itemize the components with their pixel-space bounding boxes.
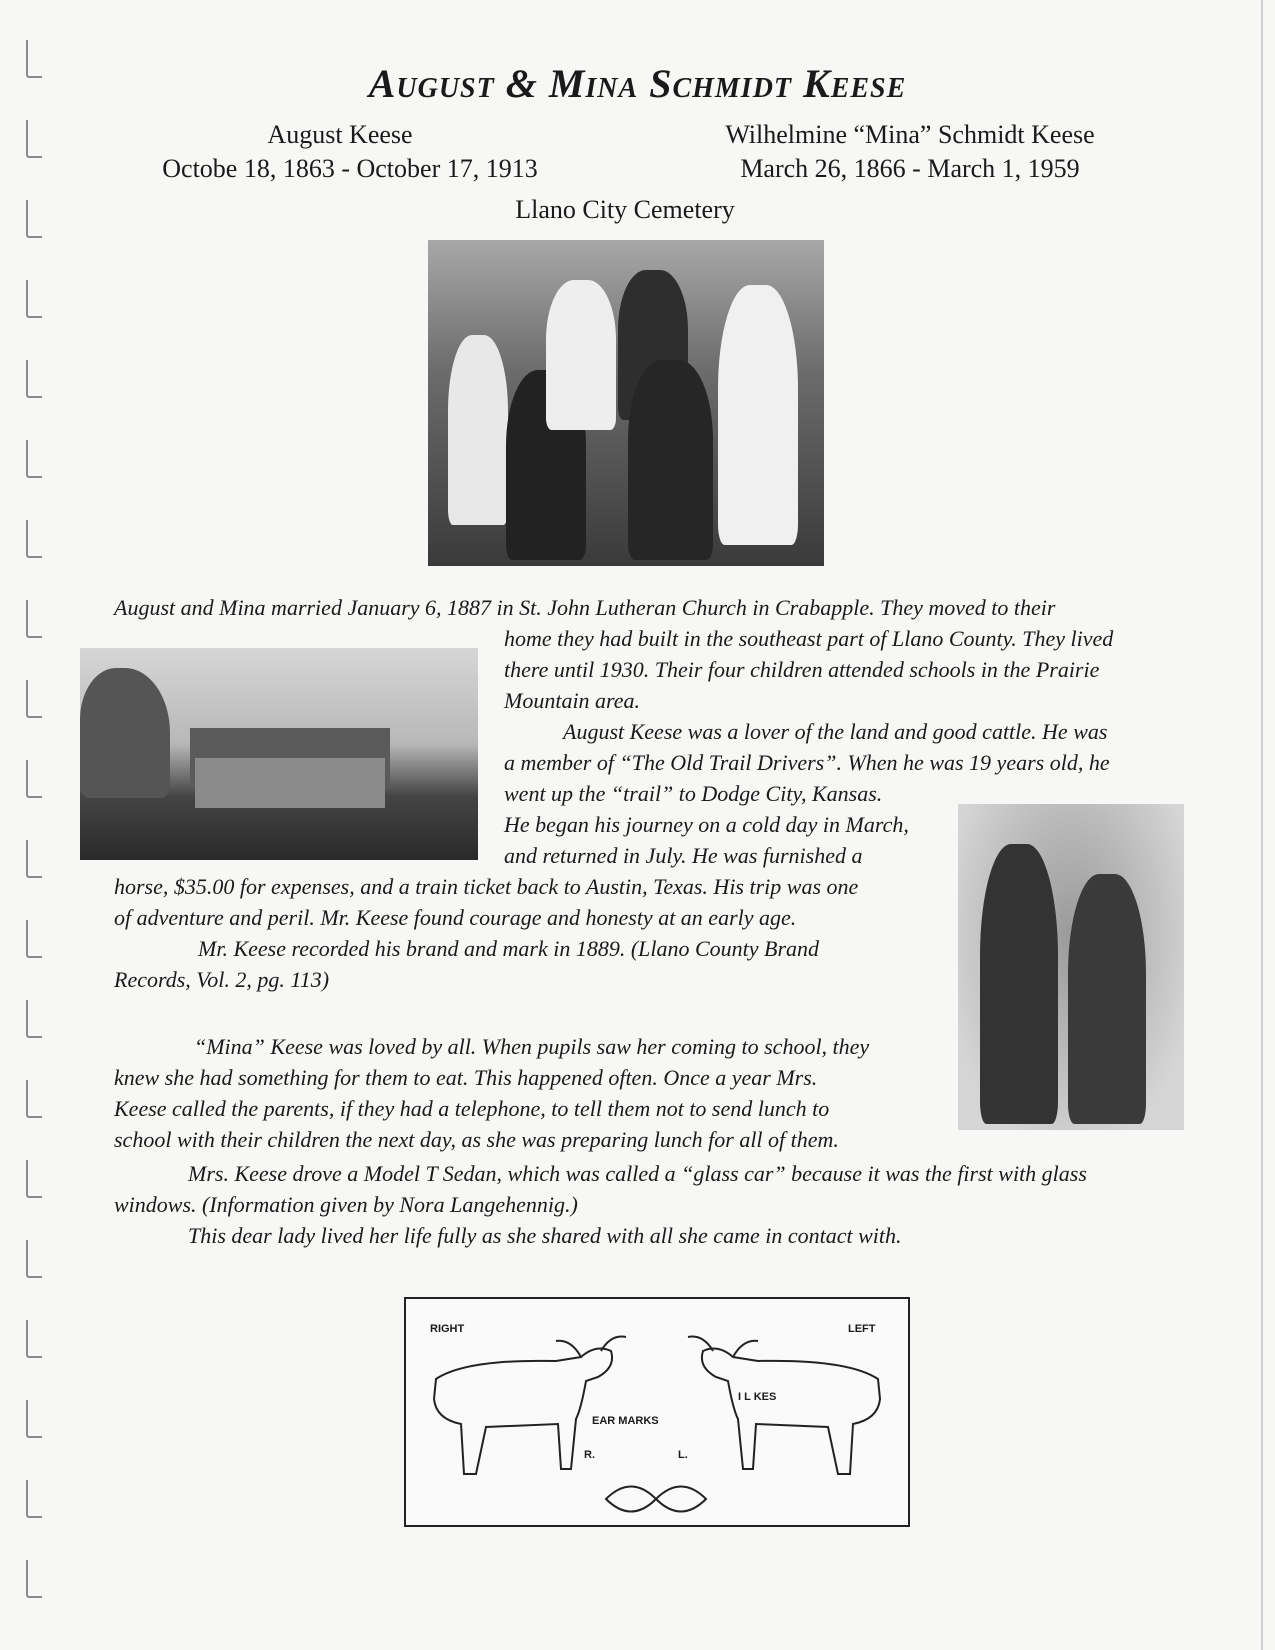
text-line: a member of “The Old Trail Drivers”. When he was 19 years old, he [504, 750, 1110, 775]
cow-left-horns [556, 1337, 626, 1357]
text-line: August Keese was a lover of the land and good cattle. He was [563, 719, 1108, 744]
brand-drawing [404, 1297, 910, 1527]
figure-august [980, 844, 1058, 1124]
page-title: August & Mina Schmidt Keese [368, 61, 907, 106]
binding-hole [26, 1240, 42, 1278]
binding-hole [26, 1480, 42, 1518]
text-line: Mrs. Keese drove a Model T Sedan, which was called a “glass car” because it was the first with glass [188, 1161, 1087, 1186]
binding-hole [26, 360, 42, 398]
cemetery-name: Llano City Cemetery [515, 195, 735, 224]
binding-hole [26, 1320, 42, 1358]
binding-hole [26, 840, 42, 878]
mina-name: Wilhelmine “Mina” Schmidt Keese [725, 120, 1095, 149]
figure-daughter [546, 280, 616, 430]
cattle-illustration [406, 1299, 908, 1525]
right-label: RIGHT [430, 1323, 465, 1335]
august-dates: Octobe 18, 1863 - October 17, 1913 [162, 154, 538, 183]
left-label: LEFT [848, 1323, 876, 1335]
ear-marks-label: EAR MARKS [592, 1415, 659, 1427]
house-wall [195, 758, 385, 808]
l-label: L. [678, 1449, 688, 1461]
august-name: August Keese [267, 120, 413, 149]
figure-girl [448, 335, 508, 525]
binding-hole [26, 760, 42, 798]
cow-right [702, 1349, 880, 1474]
tree [80, 668, 170, 798]
spiral-binding [0, 0, 60, 1650]
text-line: Mountain area. [504, 688, 641, 713]
brand-mark-text: I L KES [738, 1391, 777, 1403]
binding-hole [26, 280, 42, 318]
binding-hole [26, 1560, 42, 1598]
text-line: of adventure and peril. Mr. Keese found courage and honesty at an early age. [114, 905, 797, 930]
ear-mark-symbol [606, 1487, 706, 1512]
family-photo [428, 240, 824, 566]
mina-dates: March 26, 1866 - March 1, 1959 [740, 154, 1080, 183]
text-line: Keese called the parents, if they had a telephone, to tell them not to send lunch to [114, 1096, 830, 1121]
page-edge [1261, 0, 1263, 1650]
binding-hole [26, 1160, 42, 1198]
binding-hole [26, 920, 42, 958]
text-line: windows. (Information given by Nora Langehennig.) [114, 1192, 578, 1217]
text-line: went up the “trail” to Dodge City, Kansas. [504, 781, 883, 806]
binding-hole [26, 680, 42, 718]
couple-photo [958, 804, 1184, 1130]
cow-right-horns [688, 1337, 758, 1357]
house-photo [80, 648, 478, 860]
r-label: R. [584, 1449, 595, 1461]
binding-hole [26, 200, 42, 238]
text-line: and returned in July. He was furnished a [504, 843, 863, 868]
figure-father [628, 360, 713, 560]
text-line: He began his journey on a cold day in March, [504, 812, 909, 837]
binding-hole [26, 600, 42, 638]
text-line: there until 1930. Their four children attended schools in the Prairie [504, 657, 1100, 682]
binding-hole [26, 1080, 42, 1118]
figure-mina [1068, 874, 1146, 1124]
binding-hole [26, 440, 42, 478]
binding-hole [26, 1400, 42, 1438]
binding-hole [26, 120, 42, 158]
text-line: Records, Vol. 2, pg. 113) [114, 967, 330, 992]
binding-hole [26, 520, 42, 558]
binding-hole [26, 1000, 42, 1038]
text-line: knew she had something for them to eat. This happened often. Once a year Mrs. [114, 1065, 818, 1090]
text-line: This dear lady lived her life fully as she shared with all she came in contact with. [188, 1223, 902, 1248]
text-line: “Mina” Keese was loved by all. When pupils saw her coming to school, they [194, 1034, 870, 1059]
text-line: horse, $35.00 for expenses, and a train ticket back to Austin, Texas. His trip was one [114, 874, 859, 899]
text-line: August and Mina married January 6, 1887 in St. John Lutheran Church in Crabapple. They moved to their [114, 595, 1056, 620]
text-line: school with their children the next day, as she was preparing lunch for all of them. [114, 1127, 839, 1152]
text-line: home they had built in the southeast part of Llano County. They lived [504, 626, 1114, 651]
text-line: Mr. Keese recorded his brand and mark in 1889. (Llano County Brand [198, 936, 820, 961]
figure-daughter-2 [718, 285, 798, 545]
